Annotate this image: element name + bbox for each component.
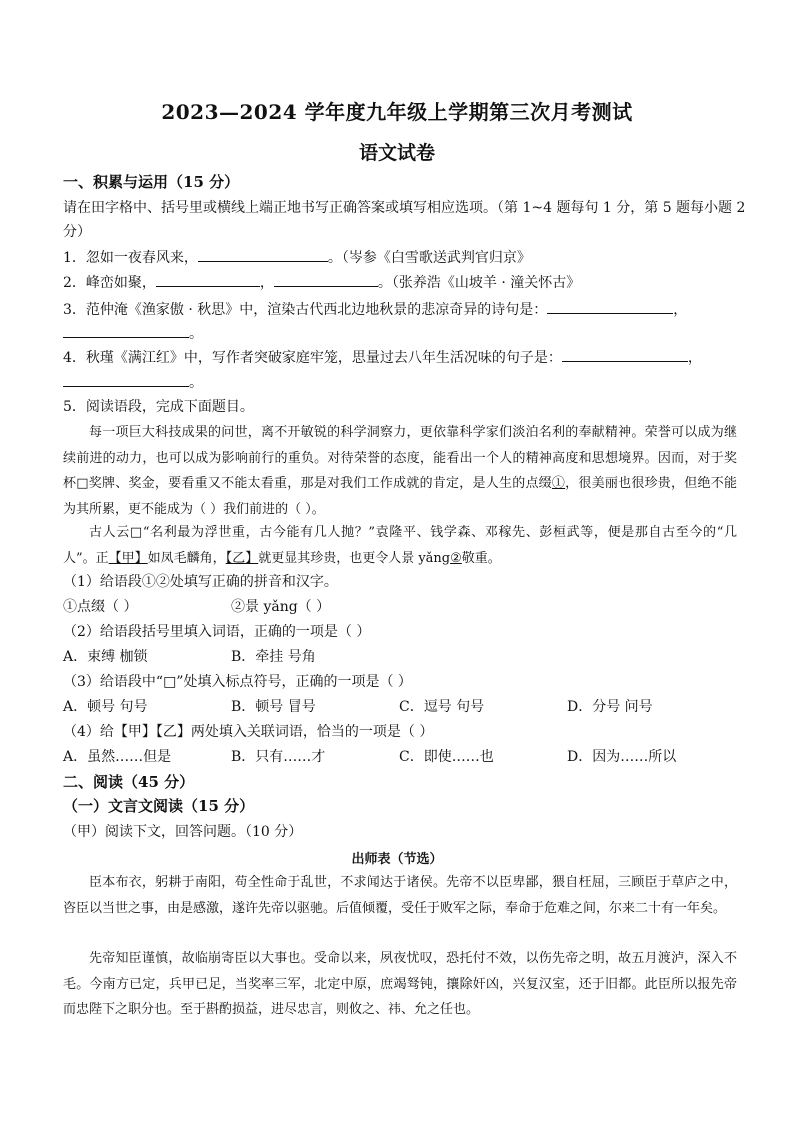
passage-mark-1: ①	[551, 476, 566, 491]
q3-answer-blank-1[interactable]	[547, 299, 673, 314]
s3-option-b[interactable]: B．顿号 冒号	[231, 699, 316, 715]
passage-p1-text: 每一项巨大科技成果的问世，离不开敏锐的科学洞察力，更依靠科学家们淡泊名利的奉献精神。荣誉可以成为继续前进的动力，也可以成为影响前行的重负。对待荣誉的态度，能看出一个人的精神高度和思想境界。因而，对于奖杯□奖牌、奖金，要看重又不能太看重，那是对我们工作成就的肯定，是人生的点缀	[63, 425, 737, 491]
s1-option-a[interactable]: ①点缀（ ）	[63, 599, 138, 615]
s4-option-a[interactable]: A．虽然……但是	[63, 749, 172, 765]
section2-heading: 二、阅读（45 分）	[63, 773, 195, 791]
subquestion-2: （2）给语段括号里填入词语，正确的一项是（ ）	[63, 624, 371, 640]
exam-title: 2023—2024 学年度九年级上学期第三次月考测试	[161, 100, 633, 124]
q2-answer-blank-1[interactable]	[156, 272, 260, 287]
exam-subtitle: 语文试卷	[358, 142, 435, 164]
passage-p2-text-b: 如凤毛麟角，	[147, 550, 226, 566]
s4-option-b[interactable]: B．只有……才	[231, 749, 326, 765]
question-3	[63, 299, 687, 320]
q2-comma: ，	[259, 275, 274, 291]
classical-text-p1: 臣本布衣，躬耕于南阳，苟全性命于乱世，不求闻达于诸侯。先帝不以臣卑鄙，猥自枉屈，三顾臣于草庐之中，咨臣以当世之事，由是感激，遂许先帝以驱驰。后值倾覆，受任于败军之际，奉命于危难之间，尔来二十有一年矣。	[63, 875, 737, 916]
section2-part-a: （甲）阅读下文，回答问题。（10 分）	[63, 824, 303, 840]
q1-text: 1．忽如一夜春风来，	[63, 250, 198, 266]
q4-text: 4．秋瑾《满江红》中，写作者突破家庭牢笼，思量过去八年生活况味的句子是：	[63, 350, 562, 366]
s4-option-c[interactable]: C．即使……也	[399, 749, 494, 765]
question-2	[63, 272, 580, 293]
q4-answer-blank-2[interactable]	[63, 372, 189, 387]
q2-answer-blank-2[interactable]	[274, 272, 378, 287]
q1-source: 。（岑参《白雪歌送武判官归京》	[327, 250, 531, 266]
q3-end: 。	[189, 326, 203, 342]
s1-option-b[interactable]: ②景 yǎng（ ）	[231, 599, 331, 615]
classical-text-p2: 先帝知臣谨慎，故临崩寄臣以大事也。受命以来，夙夜忧叹，恐托付不效，以伤先帝之明，故五月渡泸，深入不毛。今南方已定，兵甲已足，当奖率三军，北定中原，庶竭驽钝，攘除奸凶，兴复汉室，还于旧都。此臣所以报先帝而忠陛下之职分也。至于斟酌损益，进尽忠言，则攸之、祎、允之任也。	[63, 951, 737, 1017]
q4-answer-blank-1[interactable]	[562, 347, 688, 362]
q3-text: 3．范仲淹《渔家傲 · 秋思》中，渲染古代西北边地秋景的悲凉奇异的诗句是：	[63, 302, 548, 318]
passage-p2-text: 古人云□“名利最为浮世重，古今能有几人抛？”袁隆平、钱学森、邓稼先、彭桓武等，便是那自古至今的“几人”。正	[63, 525, 737, 566]
s3-option-d[interactable]: D．分号 问号	[567, 699, 653, 715]
subquestion-4: （4）给【甲】【乙】两处填入关联词语，恰当的一项是（ ）	[63, 724, 434, 740]
passage-p2-text-d: 敬重。	[461, 550, 501, 566]
section2-subheading: （一）文言文阅读（15 分）	[63, 797, 255, 815]
subquestion-2-options	[63, 647, 316, 667]
q4-end: 。	[189, 375, 203, 391]
q2-text: 2．峰峦如聚，	[63, 275, 156, 291]
passage-mark-2: ②	[450, 550, 462, 566]
s3-option-c[interactable]: C．逗号 句号	[399, 699, 485, 715]
question-3-cont	[63, 323, 203, 344]
question-4	[63, 347, 702, 368]
s2-option-b[interactable]: B．牵挂 号角	[231, 649, 316, 665]
reading-passage-p1	[63, 420, 737, 522]
s3-option-a[interactable]: A．顿号 句号	[63, 699, 148, 715]
q3-answer-blank-2[interactable]	[63, 323, 189, 338]
subquestion-3: （3）给语段中“□”处填入标点符号，正确的一项是（ ）	[63, 674, 412, 690]
reading-passage-p2	[63, 520, 737, 571]
classical-text-title: 出师表（节选）	[351, 852, 443, 867]
passage-mark-yi: 【乙】	[225, 550, 259, 566]
passage-p1-end: ，很美丽也很珍贵，但绝不能为其所累，更不能成为（ ）我们前进的（ ）。	[63, 476, 737, 517]
passage-p2-text-c: 就更显其珍贵，也更令人景 yǎng	[258, 550, 451, 566]
section1-instruction-cont: 分）	[63, 224, 91, 240]
section1-instruction: 请在田字格中、括号里或横线上端正地书写正确答案或填写相应选项。（第 1~4 题每句 1 分，第 5 题每小题 2	[63, 200, 746, 216]
subquestion-4-options	[63, 747, 676, 767]
q4-comma: ，	[687, 350, 702, 366]
question-4-cont	[63, 372, 203, 393]
question-5: 5．阅读语段，完成下面题目。	[63, 399, 254, 415]
s2-option-a[interactable]: A．束缚 枷锁	[63, 649, 148, 665]
question-1	[63, 247, 531, 268]
passage-mark-jia: 【甲】	[108, 550, 148, 566]
subquestion-3-options	[63, 697, 653, 717]
q2-source: 。（张养浩《山坡羊 · 潼关怀古》	[377, 275, 581, 291]
section1-heading: 一、积累与运用（15 分）	[63, 173, 240, 191]
subquestion-1-options	[63, 597, 330, 617]
q1-answer-blank[interactable]	[198, 247, 328, 262]
q3-comma: ，	[673, 302, 688, 318]
s4-option-d[interactable]: D．因为……所以	[567, 749, 677, 765]
subquestion-1: （1）给语段①②处填写正确的拼音和汉字。	[63, 574, 338, 590]
